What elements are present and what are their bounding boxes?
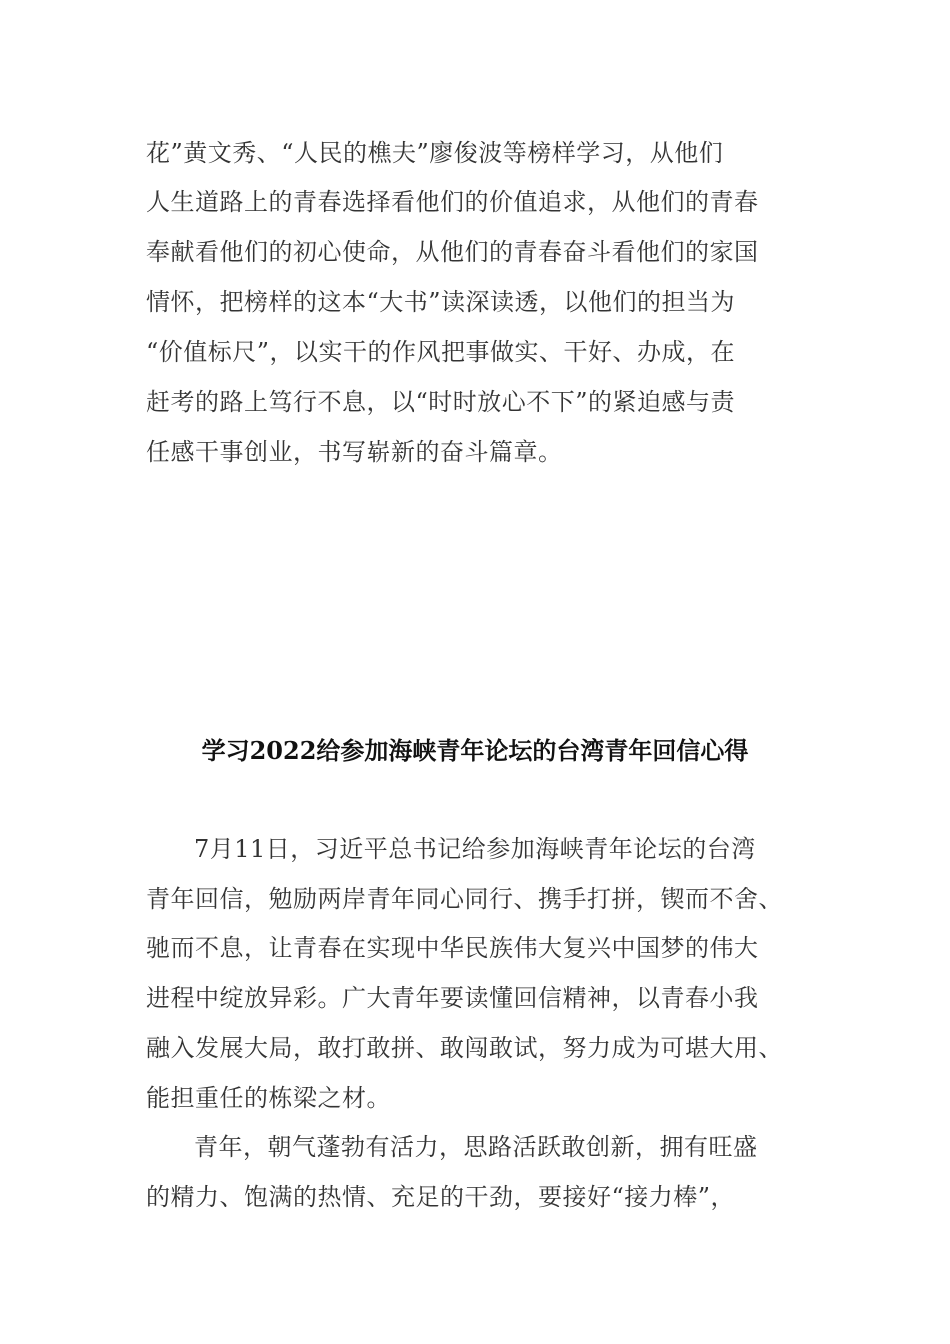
text-line: 融入发展大局，敢打敢拼、敢闯敢试，努力成为可堪大用、 [146, 1034, 783, 1062]
text-line: 驰而不息，让青春在实现中华民族伟大复兴中国梦的伟大 [146, 934, 759, 962]
text-line: 花”黄文秀、“人民的樵夫”廖俊波等榜样学习，从他们 [146, 139, 724, 167]
section-title: 学习2022给参加海峡青年论坛的台湾青年回信心得 [201, 736, 749, 765]
text-line: 进程中绽放异彩。广大青年要读懂回信精神，以青春小我 [146, 984, 759, 1012]
text-line: 任感干事创业，书写崭新的奋斗篇章。 [146, 438, 563, 466]
text-line: 的精力、饱满的热情、充足的干劲，要接好“接力棒”， [146, 1183, 736, 1211]
text-line: 能担重任的栋梁之材。 [146, 1084, 391, 1112]
text-line: 奉献看他们的初心使命，从他们的青春奋斗看他们的家国 [146, 238, 759, 266]
text-line: 情怀，把榜样的这本“大书”读深读透，以他们的担当为 [146, 288, 736, 316]
text-line: “价值标尺”，以实干的作风把事做实、干好、办成，在 [146, 338, 736, 366]
text-line: 人生道路上的青春选择看他们的价值追求，从他们的青春 [146, 188, 759, 216]
text-line: 青年，朝气蓬勃有活力，思路活跃敢创新，拥有旺盛 [194, 1133, 758, 1161]
text-line: 7月11日，习近平总书记给参加海峡青年论坛的台湾 [194, 835, 756, 863]
text-line: 青年回信，勉励两岸青年同心同行、携手打拼，锲而不舍、 [146, 885, 783, 913]
text-line: 赶考的路上笃行不息，以“时时放心不下”的紧迫感与责 [146, 388, 736, 416]
